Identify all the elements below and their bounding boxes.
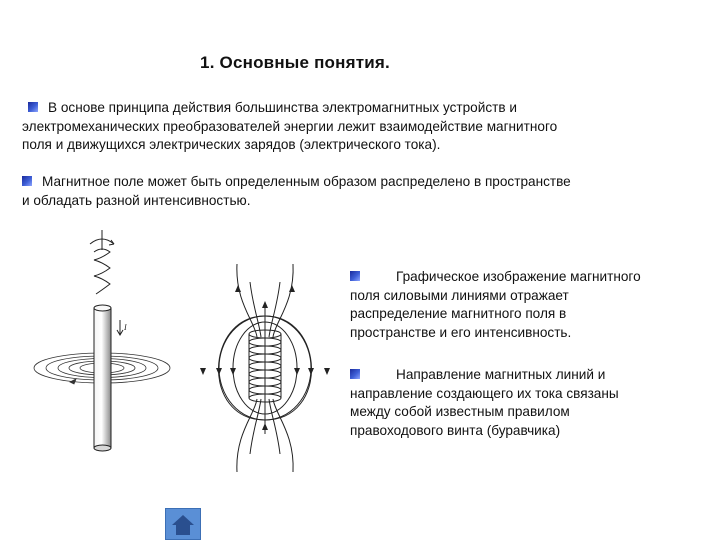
p3-line4: пространстве и его интенсивность. [350,324,572,340]
p4-line4: правоходового винта (буравчика) [350,422,561,438]
home-icon [166,509,200,539]
slide-title: 1. Основные понятия. [200,53,390,72]
current-arrow-icon [117,320,123,335]
p1-line3: поля и движущихся электрических зарядов (электрического тока). [22,137,441,152]
paragraph-screw-rule [350,366,705,440]
solenoid-figure [195,262,335,474]
paragraph-field-distribution [22,173,702,210]
p3-line2: поля силовыми линиями отражает [350,287,569,303]
home-button[interactable] [165,508,201,540]
p3-line3: распределение магнитного поля в [350,306,567,321]
p2-line2: и обладать разной интенсивностью. [22,192,251,208]
paragraph-field-lines [350,268,705,342]
p2-line1: Магнитное поле может быть определенным образом распределено в пространстве [42,174,571,189]
p4-line1: Направление магнитных линий и [396,367,606,382]
square-bullet-icon [22,176,32,186]
p4-line2: направление создающего их тока связаны [350,385,619,401]
paragraph-principle [22,99,702,155]
p4-line3: между собой известным правилом [350,404,570,419]
conductor-rod [94,305,111,451]
current-label: I [124,323,127,332]
square-bullet-icon [350,369,360,379]
p3-line1: Графическое изображение магнитного [396,269,641,284]
square-bullet-icon [350,271,360,281]
screw-icon [90,230,114,294]
p1-line2: электромеханических преобразователей энергии лежит взаимодействие магнитного [22,118,558,134]
square-bullet-icon [28,102,38,112]
p1-line1: В основе принципа действия большинства электромагнитных устройств и [48,100,517,115]
conductor-figure [30,222,210,477]
